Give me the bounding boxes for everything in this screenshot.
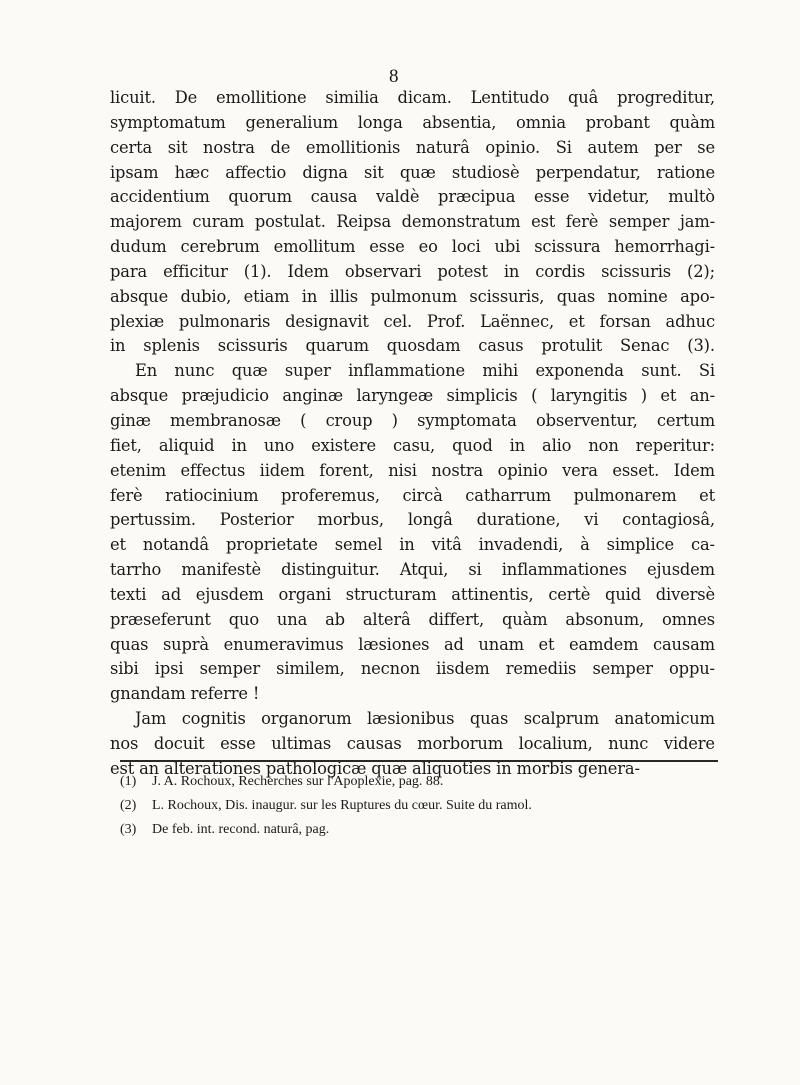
text-line: ipsam hæc affectio digna sit quæ studiosè perpendatur, ratione (110, 162, 715, 182)
text-line: fiet, aliquid in uno existere casu, quod in alio non reperitur: (110, 435, 715, 455)
footnote-marker: (1) (120, 774, 137, 789)
text-line: majorem curam postulat. Reipsa demonstratum est ferè semper jam- (110, 212, 715, 232)
text-line: En nunc quæ super inflammatione mihi exponenda sunt. Si (135, 361, 715, 381)
text-line: gnandam referre ! (110, 684, 260, 704)
footnote-marker: (2) (120, 798, 137, 813)
text-line: præseferunt quo una ab alterâ differt, quàm absonum, omnes (110, 609, 715, 629)
text-line: et notandâ proprietate semel in vitâ invadendi, à simplice ca- (110, 535, 715, 555)
text-line: nos docuit esse ultimas causas morborum localium, nunc videre (110, 733, 715, 753)
text-line: symptomatum generalium longa absentia, omnia probant quàm (110, 112, 715, 132)
text-line: est an alterationes pathologicæ quæ aliquoties in morbis genera- (110, 758, 640, 778)
footnote (120, 794, 720, 818)
page-number: 8 (389, 66, 399, 87)
footnote-text: De feb. int. recond. naturâ, pag. (152, 822, 330, 837)
text-line: certa sit nostra de emollitionis naturâ opinio. Si autem per se (110, 137, 715, 157)
text-line: para efficitur (1). Idem observari potest in cordis scissuris (2); (110, 261, 715, 281)
text-line: ferè ratiocinium proferemus, circà catharrum pulmonarem et (110, 485, 715, 505)
text-line: accidentium quorum causa valdè præcipua esse videtur, multò (110, 187, 715, 207)
text-line: tarrho manifestè distinguitur. Atqui, si inflammationes ejusdem (110, 560, 715, 580)
text-line: etenim effectus iidem forent, nisi nostra opinio vera esset. Idem (110, 460, 715, 480)
text-line: absque præjudicio anginæ laryngeæ simplicis ( laryngitis ) et an- (110, 386, 715, 406)
footnote-marker: (3) (120, 822, 137, 837)
body-text (110, 86, 715, 782)
text-line: pertussim. Posterior morbus, longâ duratione, vi contagiosâ, (110, 510, 715, 530)
text-line: licuit. De emollitione similia dicam. Lentitudo quâ progreditur, (110, 88, 715, 107)
text-line: plexiæ pulmonaris designavit cel. Prof. Laënnec, et forsan adhuc (110, 311, 715, 331)
footnote (120, 770, 720, 794)
text-line: Jam cognitis organorum læsionibus quas scalprum anatomicum (135, 709, 715, 729)
text-line: quas suprà enumeravimus læsiones ad unam et eamdem causam (110, 634, 715, 654)
footnote (120, 818, 720, 842)
text-line: absque dubio, etiam in illis pulmonum scissuris, quas nomine apo- (110, 286, 715, 306)
footnote-rule (120, 760, 718, 762)
text-line: sibi ipsi semper similem, necnon iisdem remediis semper oppu- (110, 659, 715, 679)
footnote-text: J. A. Rochoux, Recherches sur l'Apoplexie, pag. 88. (152, 774, 444, 789)
footnotes (120, 770, 720, 842)
text-line: dudum cerebrum emollitum esse eo loci ubi scissura hemorrhagi- (110, 237, 715, 257)
text-line: texti ad ejusdem organi structuram attinentis, certè quid diversè (110, 584, 715, 604)
footnote-text: L. Rochoux, Dis. inaugur. sur les Ruptures du cœur. Suite du ramol. (152, 798, 532, 813)
text-line: ginæ membranosæ ( croup ) symptomata observentur, certum (110, 410, 715, 430)
text-line: in splenis scissuris quarum quosdam casus protulit Senac (3). (110, 336, 715, 356)
